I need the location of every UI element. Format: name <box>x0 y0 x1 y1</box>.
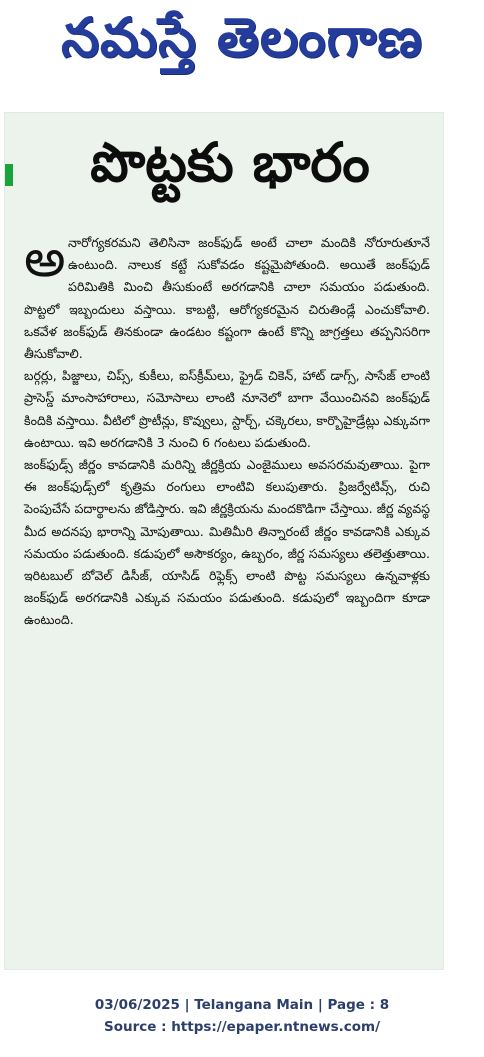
green-marker <box>5 164 13 186</box>
drop-cap: అ <box>24 229 66 289</box>
footer-source-line: Source : https://epaper.ntnews.com/ <box>103 1019 381 1035</box>
masthead-title: నమస్తే తెలంగాణ <box>61 5 423 69</box>
footer-date-line: 03/06/2025 | Telangana Main | Page : 8 <box>94 997 390 1013</box>
paragraph-2: బర్గర్లు, పిజ్జాలు, చిప్స్, కుకీలు, ఐస్‌క్రీమ్‌లు, ఫ్రైడ్ చికెన్, హాట్ డాగ్స్, సాసేజ్ లాంటి ప్రాసెస్డ్ మాంసాహారాలు, సమోసాలు లాంటి నూనెలో బాగా వేయించినవి జంక్‌ఫుడ్ కిందికి వస్తాయి. వీటిలో ప్రొటీన్లు, కొవ్వులు, స్టార్చ్, చక్కెరలు, కార్బొహైడ్రేట్లు ఎక్కువగా ఉంటాయి. ఇవి అరగడానికి 3 నుంచి 6 గంటలు పడుతుంది. <box>24 368 430 450</box>
paragraph-1: నారోగ్యకరమని తెలిసినా జంక్‌ఫుడ్ అంటే చాలా మందికి నోరూరుతూనే ఉంటుంది. నాలుక కట్టే సుకోవడం కష్టమైపోతుంది. అయితే జంక్‌ఫుడ్ పరిమితికి మించి తీసుకుంటే అరగడానికి చాలా సమయం పడుతుంది. పొట్టలో ఇబ్బందులు వస్తాయి. కాబట్టి, ఆరోగ్యకరమైన చిరుతిండ్లే ఎంచుకోవాలి. ఒకవేళ జంక్‌ఫుడ్ తినకుండా ఉండటం కష్టంగా ఉంటే కొన్ని జాగ్రత్తలు తప్పనిసరిగా తీసుకోవాలి. <box>24 235 430 362</box>
headline-text: పొట్టకు భారం <box>90 130 370 194</box>
article-headline <box>30 130 430 208</box>
newspaper-masthead <box>30 6 454 82</box>
page-footer <box>0 994 484 1038</box>
paragraph-3: జంక్‌ఫుడ్స్ జీర్ణం కావడానికి మరిన్ని జీర్ణక్రియ ఎంజైములు అవసరమవుతాయి. పైగా ఈ జంక్‌ఫుడ్స్‌లో కృత్రిమ రంగులు లాంటివి కలుపుతారు. ప్రిజర్వేటివ్స్, రుచి పెంపుచేసే పదార్థాలను జోడిస్తారు. ఇవి జీర్ణక్రియను మందకొడిగా చేస్తాయి. జీర్ణ వ్యవస్థ మీద అదనపు భారాన్ని మోపుతాయి. మితిమీరి తిన్నారంటే జీర్ణం కావడానికి ఎక్కువ సమయం పడుతుంది. కడుపులో అసౌకర్యం, ఉబ్బరం, జీర్ణ సమస్యలు తలెత్తుతాయి. ఇరిటబుల్ బోవెల్ డిసీజ్, యాసిడ్ రిఫ్లెక్స్ లాంటి పొట్ట సమస్యలు ఉన్నవాళ్లకు జంక్‌ఫుడ్ అరగడానికి ఎక్కువ సమయం పడుతుంది. కడుపులో ఇబ్బందిగా కూడా ఉంటుంది. <box>24 457 430 628</box>
article-body <box>24 229 430 632</box>
